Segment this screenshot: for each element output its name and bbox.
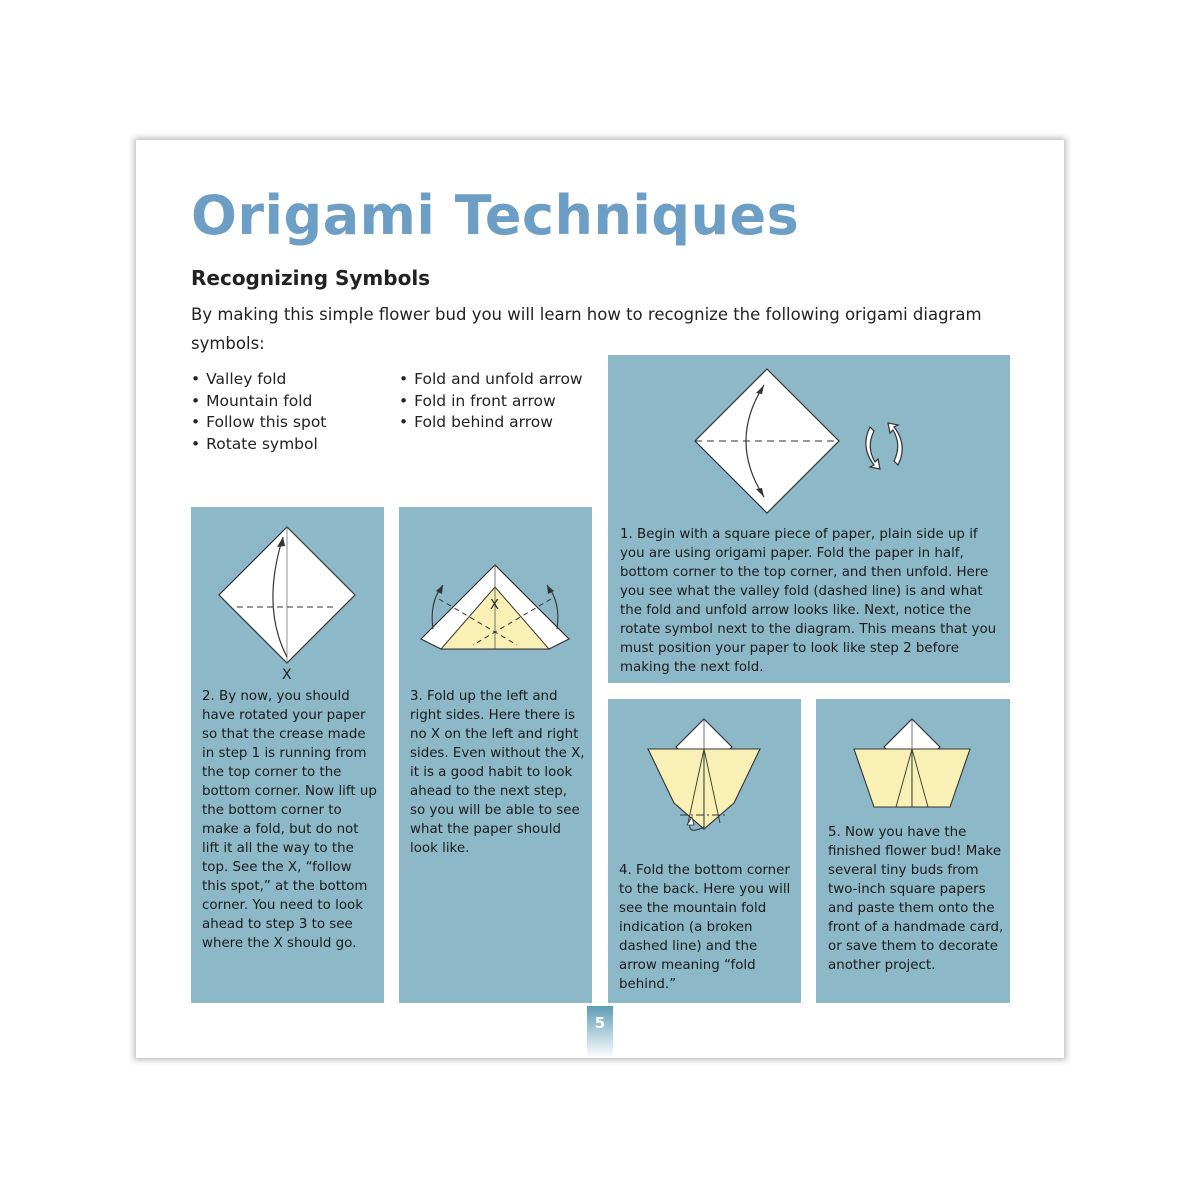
symbol-list-item: • Rotate symbol <box>191 434 326 456</box>
step-2-text: 2. By now, you should have rotated your paper so that the crease made in step 1 is running from the top corner to the bottom corner. Now lift up the bottom corner to make a fold, but do not lift it all the way to the top. See the X, “follow this spot,” at the bottom corner. You need to look ahead to step 3 to see where the X should go. <box>202 689 377 951</box>
step-4-text: 4. Fold the bottom corner to the back. Here you will see the mountain fold indication (a broken dashed line) and the arrow meaning “fold behind.” <box>619 863 791 992</box>
rotate-symbol-icon <box>866 423 902 469</box>
intro-paragraph: By making this simple flower bud you will learn how to recognize the following origami diagram symbols: <box>191 305 982 353</box>
step-5-text: 5. Now you have the finished flower bud! Make several tiny buds from two-inch square papers and paste them onto the front of a handmade card, or save them to decorate another project. <box>828 825 1004 973</box>
symbol-list-item: • Follow this spot <box>191 412 326 434</box>
symbol-list-item: • Fold behind arrow <box>399 412 583 434</box>
step-1-text: 1. Begin with a square piece of paper, plain side up if you are using origami paper. Fold the paper in half, bottom corner to the top corner, and then unfold. Here you see what the valley fold (dashed line) is and what the fold and unfold arrow looks like. Next, notice the rotate symbol next to the diagram. This means that you must position your paper to look like step 2 before making the next fold. <box>620 527 997 675</box>
step-4-panel <box>608 699 801 1003</box>
step-1-diagram <box>608 355 1010 520</box>
symbol-list-item: • Fold and unfold arrow <box>399 369 583 391</box>
symbol-list-right <box>399 369 583 434</box>
step-5-panel <box>816 699 1010 1003</box>
symbol-list-item: • Valley fold <box>191 369 326 391</box>
step-1-panel <box>608 355 1010 683</box>
step-4-diagram <box>608 699 801 859</box>
step-5-diagram <box>816 699 1010 819</box>
follow-spot-mark: X <box>282 667 292 683</box>
symbol-list-item: • Fold in front arrow <box>399 391 583 413</box>
section-subtitle: Recognizing Symbols <box>191 266 431 290</box>
follow-spot-mark: X <box>490 598 499 613</box>
page-title: Origami Techniques <box>191 184 800 247</box>
page-number: 5 <box>587 1006 613 1058</box>
step-3-panel <box>399 507 592 1003</box>
book-page <box>136 140 1064 1058</box>
step-3-text: 3. Fold up the left and right sides. Here there is no X on the left and right sides. Even without the X, it is a good habit to look ahead to the next step, so you will be able to see what the paper should look like. <box>410 689 585 856</box>
step-2-diagram <box>191 507 384 687</box>
step-2-panel <box>191 507 384 1003</box>
symbol-list-left <box>191 369 326 455</box>
step-3-diagram <box>399 507 592 687</box>
symbol-list-item: • Mountain fold <box>191 391 326 413</box>
